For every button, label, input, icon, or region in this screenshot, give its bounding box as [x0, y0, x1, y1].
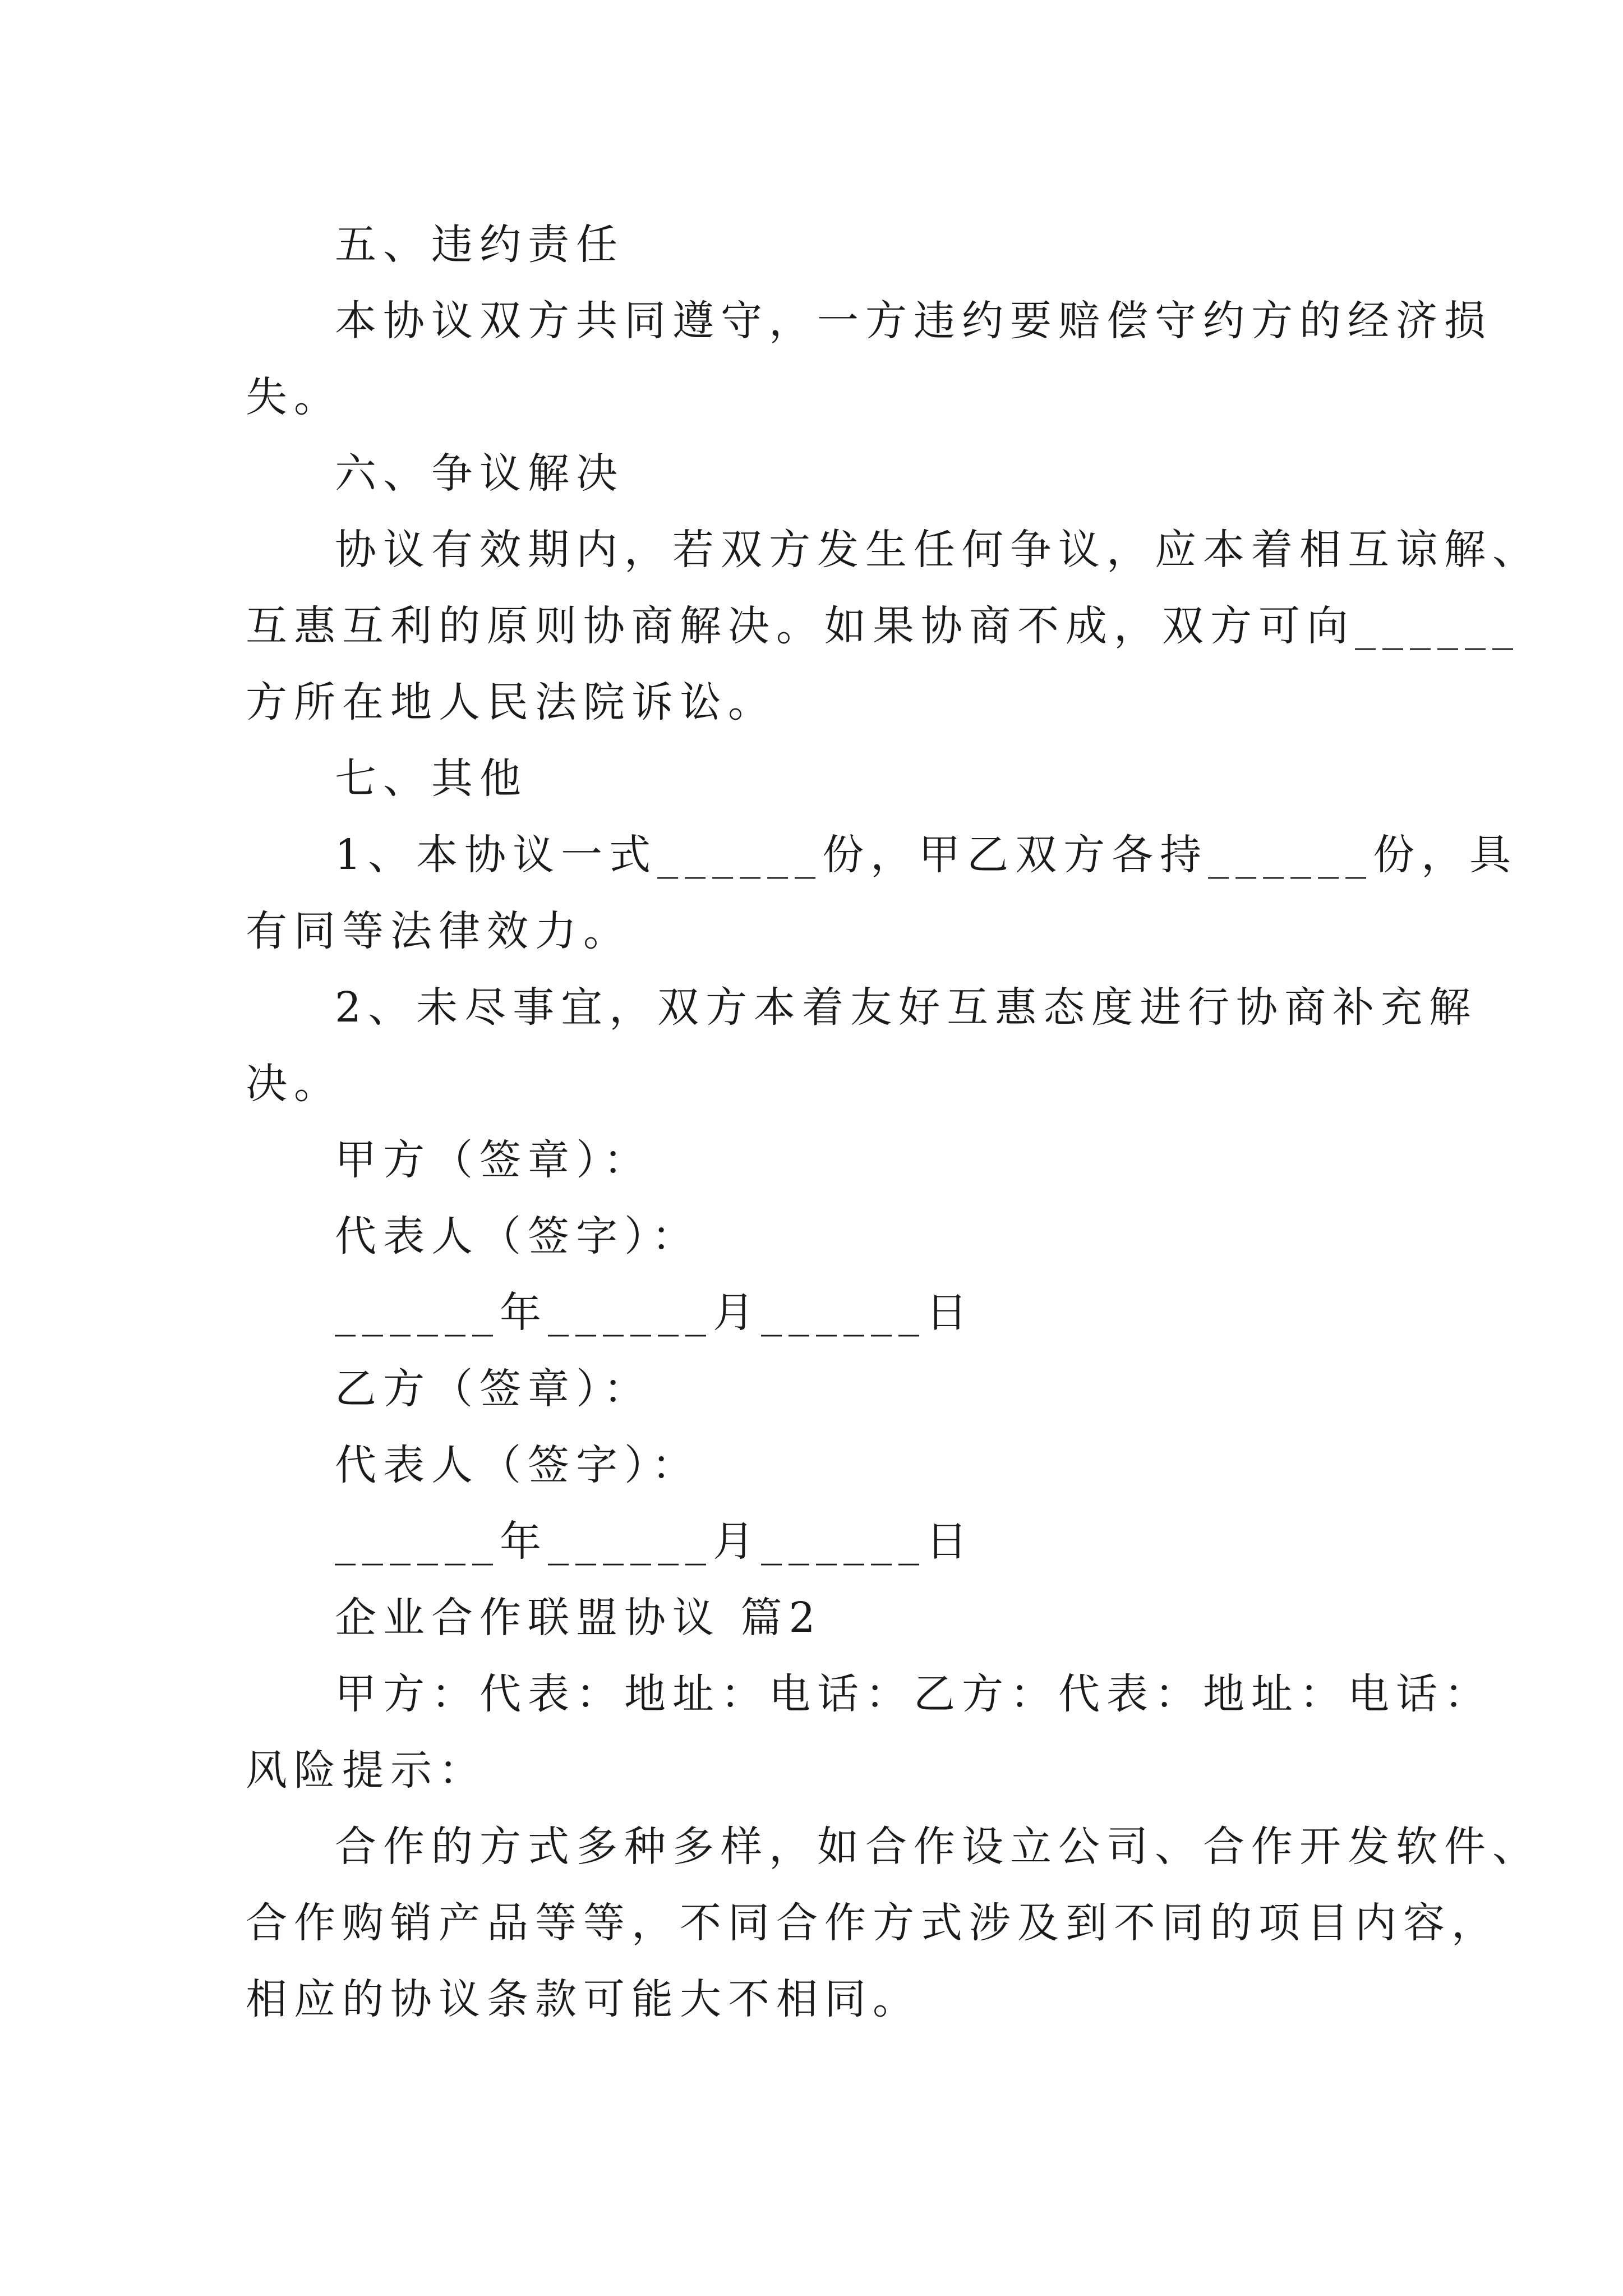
- party-b-representative-line: 代表人（签字）：: [335, 1441, 700, 1489]
- party-info-line: 甲方：代表：地址：电话：乙方：代表：地址：电话：: [335, 1670, 1492, 1718]
- paragraph-line: 方所在地人民法院诉讼。: [246, 678, 776, 726]
- paragraph-line: 决。: [246, 1060, 342, 1108]
- paragraph-line: 合作的方式多种多样，如合作设立公司、合作开发软件、: [335, 1823, 1541, 1871]
- paragraph-line: 失。: [246, 373, 342, 421]
- party-a-seal-line: 甲方（签章）：: [335, 1136, 652, 1184]
- party-b-date-line: ______年______月______日: [335, 1517, 974, 1566]
- paragraph-line: 1、本协议一式______份，甲乙双方各持______份，具: [335, 831, 1518, 879]
- paragraph-line: 相应的协议条款可能大不相同。: [246, 1975, 921, 2023]
- party-a-representative-line: 代表人（签字）：: [335, 1212, 700, 1260]
- paragraph-line: 本协议双方共同遵守，一方违约要赔偿守约方的经济损: [335, 297, 1492, 345]
- section-heading-other: 七、其他: [335, 754, 528, 803]
- party-b-seal-line: 乙方（签章）：: [335, 1365, 652, 1413]
- section-heading-breach-liability: 五、违约责任: [335, 220, 624, 269]
- paragraph-line: 协议有效期内，若双方发生任何争议，应本着相互谅解、: [335, 526, 1541, 574]
- paragraph-line: 互惠互利的原则协商解决。如果协商不成，双方可向______: [246, 602, 1520, 650]
- paragraph-line: 2、未尽事宜，双方本着友好互惠态度进行协商补充解: [335, 983, 1478, 1032]
- party-a-date-line: ______年______月______日: [335, 1289, 974, 1337]
- document-section-title: 企业合作联盟协议 篇2: [335, 1594, 822, 1642]
- paragraph-line: 合作购销产品等等，不同合作方式涉及到不同的项目内容，: [246, 1899, 1500, 1947]
- section-heading-dispute-resolution: 六、争议解决: [335, 449, 624, 498]
- risk-notice-label: 风险提示：: [246, 1746, 487, 1795]
- paragraph-line: 有同等法律效力。: [246, 907, 631, 955]
